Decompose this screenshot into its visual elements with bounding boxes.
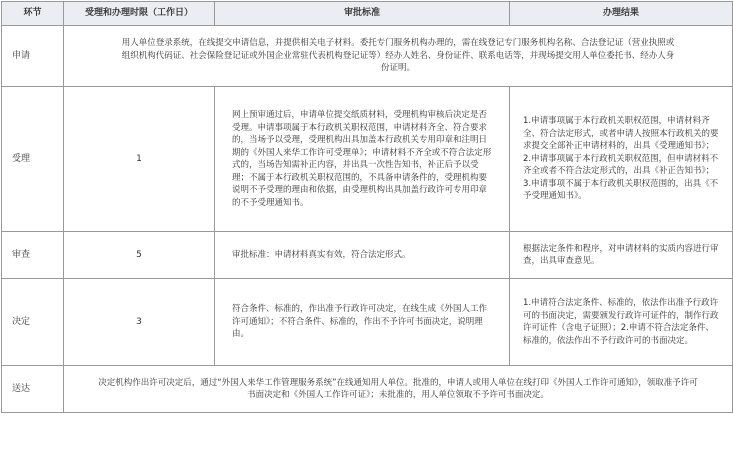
send-description: 决定机构作出许可决定后，通过“外国人来华工作管理服务系统”在线通知用人单位。批准的，申请人或用人单位在线打印《外国人工作许可通知》，领取准予许可书面决定和《外国人工作许可证》；未批准的，用人单位领取不予许可书面决定。: [98, 377, 698, 400]
standard-cell: [215, 87, 510, 232]
standard-text: 网上预审通过后，申请单位提交纸质材料，受理机构审核后决定是否受理。申请事项属于本行政机关职权范围，申请材料齐全、符合要求的，当场予以受理，受理机构出具加盖本行政机关专用印章和注明日期的《外国人来华工作许可受理单》；申请材料不齐全或不符合法定形式的，当场告知需补正内容，并出具一次性告知书，补正后予以受理；不属于本行政机关职权范围的，不具备申请条件的，受理机构要说明不予受理的理由和依据，由受理机构出具加盖行政许可专用印章的不予受理通知书。: [232, 110, 492, 208]
stage-cell: 受理: [2, 87, 64, 232]
header-row: [2, 2, 733, 26]
apply-description-cell: [64, 26, 733, 87]
stage-cell: 决定: [2, 279, 64, 366]
result-text: 根据法定条件和程序，对申请材料的实质内容进行审查，出具审查意见。: [523, 243, 719, 266]
time-limit-cell: 3: [64, 279, 215, 366]
result-cell: [510, 87, 733, 232]
result-text: 1.申请事项属于本行政机关职权范围，申请材料齐全、符合法定形式，或者申请人按照本行政机关的要求提交全部补正申请材料的，出具《受理通知书》；2.申请事项属于本行政机关职权范围，但申请材料不齐全或者不符合法定形式的，出具《补正告知书》；3.申请事项不属于本行政机关职权范围的，出具《不予受理通知书》。: [523, 116, 719, 202]
table-row-apply: [2, 26, 733, 87]
time-limit-cell: 5: [64, 232, 215, 279]
result-cell: [510, 279, 733, 366]
table-row-send: [2, 366, 733, 413]
send-description-cell: [64, 366, 733, 413]
header-time-limit: 受理和办理时限（工作日）: [64, 2, 215, 26]
apply-description: 用人单位登录系统，在线提交申请信息，并提供相关电子材料。委托专门服务机构办理的，需在线登记专门服务机构名称、合法登记证（营业执照或组织机构代码证、社会保险登记证或外国企业常驻代表机构登记证等）经办人姓名、身份证件、联系电话等，并现场提交用人单位委托书、经办人身份证明。: [121, 38, 675, 74]
table-row-accept: [2, 87, 733, 232]
result-text: 1.申请符合法定条件、标准的，依法作出准予行政许可的书面决定，需要颁发行政许可证件的，制作行政许可证件（含电子证照）；2.申请不符合法定条件、标准的，依法作出不予行政许可的书面决定。: [523, 298, 719, 346]
stage-cell: 申请: [2, 26, 64, 87]
time-limit-cell: 1: [64, 87, 215, 232]
header-result: 办理结果: [510, 2, 733, 26]
standard-cell: [215, 232, 510, 279]
stage-cell: 审查: [2, 232, 64, 279]
standard-cell: [215, 279, 510, 366]
header-approval-standard: 审批标准: [215, 2, 510, 26]
table-row-review: [2, 232, 733, 279]
header-stage: 环节: [2, 2, 64, 26]
stage-cell: 送达: [2, 366, 64, 413]
standard-text: 审批标准：申请材料真实有效，符合法定形式。: [232, 249, 411, 260]
standard-text: 符合条件、标准的，作出准予行政许可决定，在线生成《外国人工作许可通知》；不符合条件、标准的，作出不予许可书面决定，说明理由。: [232, 304, 488, 340]
result-cell: [510, 232, 733, 279]
table-row-decide: [2, 279, 733, 366]
approval-process-table: [1, 1, 733, 413]
